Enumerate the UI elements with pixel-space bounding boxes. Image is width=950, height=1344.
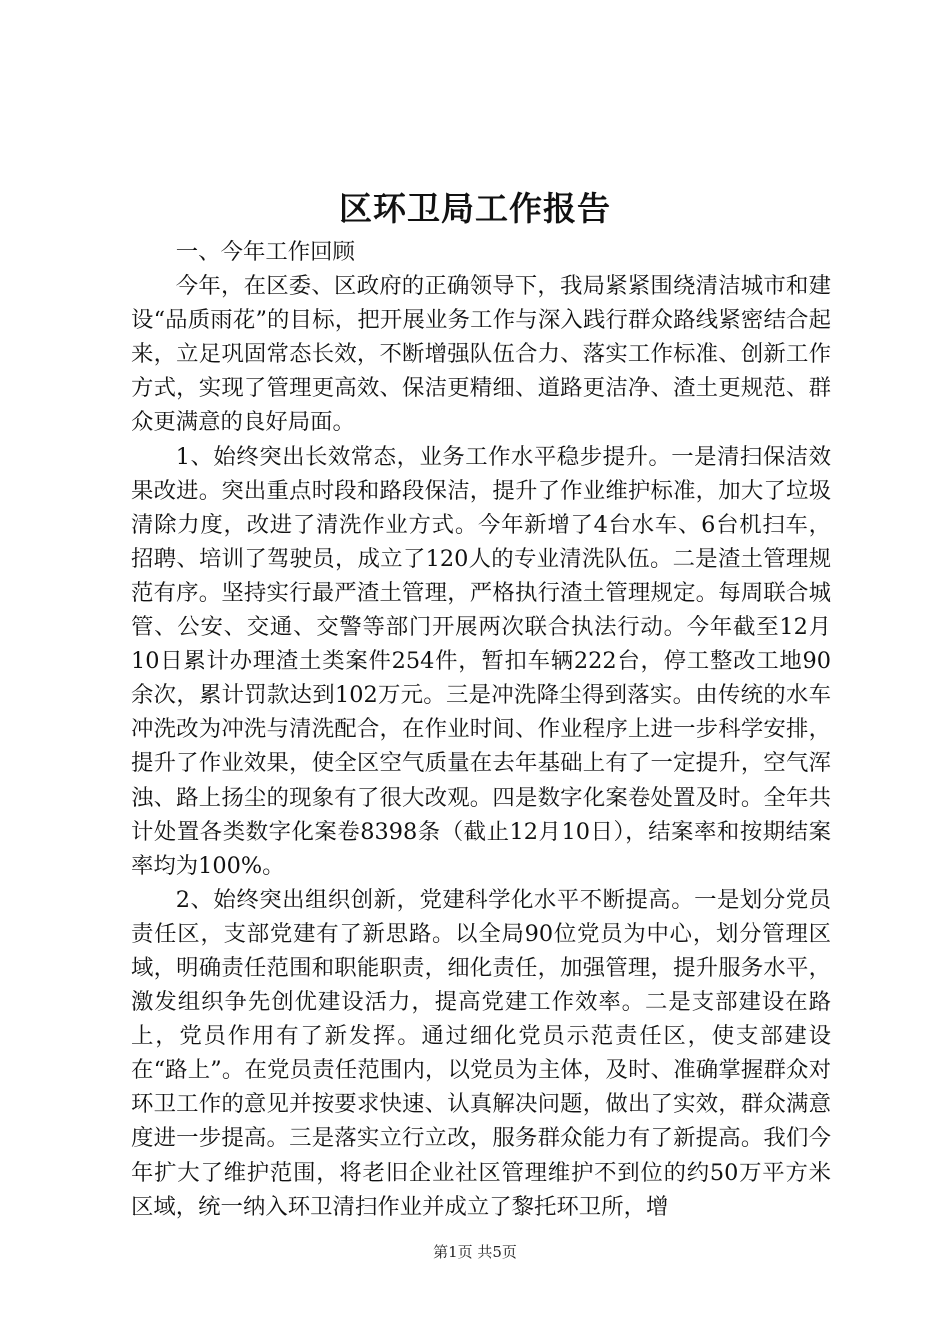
document-title: 区环卫局工作报告 [339, 189, 611, 228]
page-number-footer: 第1页 共5页 [433, 1243, 517, 1261]
document-body [131, 235, 831, 1224]
paragraph-intro: 今年，在区委、区政府的正确领导下，我局紧紧围绕清洁城市和建设“品质雨花”的目标，把开展业务工作与深入践行群众路线紧密结合起来，立足巩固常态长效，不断增强队伍合力、落实工作标准、创新工作方式，实现了管理更高效、保洁更精细、道路更洁净、渣土更规范、群众更满意的良好局面。 [131, 273, 831, 436]
paragraph-party-building: 2、始终突出组织创新，党建科学化水平不断提高。一是划分党员责任区，支部党建有了新思路。以全局90位党员为中心，划分管理区域，明确责任范围和职能职责，细化责任，加强管理，提升服务水平，激发组织争先创优建设活力，提高党建工作效率。二是支部建设在路上，党员作用有了新发挥。通过细化党员示范责任区，使支部建设在“路上”。在党员责任范围内，以党员为主体，及时、准确掌握群众对环卫工作的意见并按要求快速、认真解决问题，做出了实效，群众满意度进一步提高。三是落实立行立改，服务群众能力有了新提高。我们今年扩大了维护范围，将老旧企业社区管理维护不到位的约50万平方米区域，统一纳入环卫清扫作业并成立了黎托环卫所，增 [131, 886, 831, 1220]
paragraph-business-work: 1、始终突出长效常态，业务工作水平稳步提升。一是清扫保洁效果改进。突出重点时段和路段保洁，提升了作业维护标准，加大了垃圾清除力度，改进了清洗作业方式。今年新增了4台水车、6台机扫车，招聘、培训了驾驶员，成立了120人的专业清洗队伍。二是渣土管理规范有序。坚持实行最严渣土管理，严格执行渣土管理规定。每周联合城管、公安、交通、交警等部门开展两次联合执法行动。今年截至12月10日累计办理渣土类案件254件，暂扣车辆222台，停工整改工地90余次，累计罚款达到102万元。三是冲洗降尘得到落实。由传统的水车冲洗改为冲洗与清洗配合，在作业时间、作业程序上进一步科学安排，提升了作业效果，使全区空气质量在去年基础上有了一定提升，空气浑浊、路上扬尘的现象有了很大改观。四是数字化案卷处置及时。全年共计处置各类数字化案卷8398条（截止12月10日），结案率和按期结案率均为100%。 [131, 443, 831, 879]
section-heading: 一、今年工作回顾 [175, 239, 355, 265]
